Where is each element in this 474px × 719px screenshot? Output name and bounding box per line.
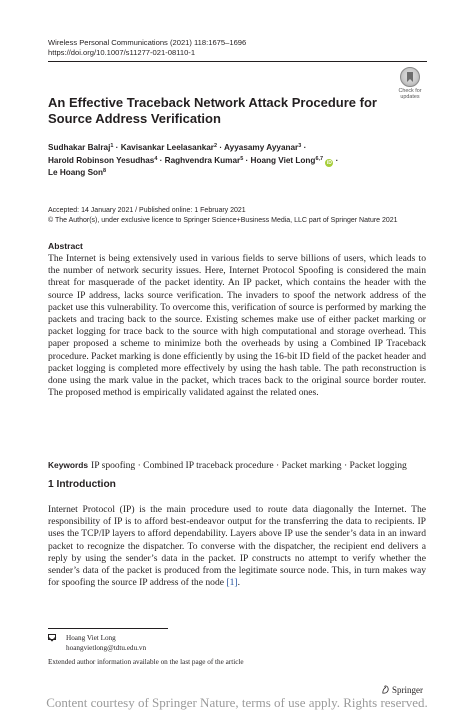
section-heading-introduction: 1 Introduction <box>48 479 116 490</box>
publication-dates <box>48 206 398 226</box>
footnote-rule <box>48 628 168 629</box>
corresponding-name: Hoang Viet Long <box>66 634 116 642</box>
introduction-text <box>48 504 426 589</box>
keywords-block <box>48 459 426 472</box>
affiliation-ref: 3 <box>298 143 302 149</box>
journal-doi[interactable]: https://doi.org/10.1007/s11277-021-08110-1 <box>48 48 196 57</box>
accepted-published-line: Accepted: 14 January 2021 / Published online: 1 February 2021 <box>48 207 246 214</box>
mail-icon <box>48 634 56 640</box>
extended-author-info: Extended author information available on the last page of the article <box>48 658 244 666</box>
keywords-label: Keywords <box>48 460 89 470</box>
badge-line-2: updates <box>400 94 420 100</box>
author-separator: · <box>113 143 121 152</box>
citation-link[interactable]: [1] <box>226 577 238 589</box>
author-separator: · <box>333 155 339 165</box>
affiliation-ref: 5 <box>240 155 244 162</box>
badge-line-1: Check for <box>398 88 422 94</box>
corresponding-author <box>48 633 146 653</box>
keywords-text: IP spoofing · Combined IP traceback procedure · Packet marking · Packet logging <box>91 460 407 471</box>
abstract-heading: Abstract <box>48 241 83 251</box>
author-list <box>48 142 408 180</box>
author-name[interactable]: Harold Robinson Yesudhas <box>48 155 155 165</box>
corresponding-email[interactable]: hoangvietlong@tdtu.edu.vn <box>66 644 147 652</box>
article-title: An Effective Traceback Network Attack Procedure for Source Address Verification <box>48 95 377 126</box>
author-name[interactable]: Kavisankar Leelasankar <box>120 143 214 152</box>
publisher-logo <box>381 685 423 695</box>
header-rule <box>48 61 427 62</box>
affiliation-ref: 8 <box>103 168 107 174</box>
author-name[interactable]: Sudhakar Balraj <box>48 143 111 152</box>
affiliation-ref: 4 <box>154 155 158 162</box>
springer-horse-icon <box>381 685 390 694</box>
bookmark-arrow-icon <box>405 71 415 83</box>
author-name[interactable]: Le Hoang Son <box>48 168 104 177</box>
courtesy-watermark: Content courtesy of Springer Nature, terms of use apply. Rights reserved. <box>46 695 428 710</box>
author-separator: · <box>217 143 225 152</box>
author-name[interactable]: Ayyasamy Ayyanar <box>224 143 299 152</box>
affiliation-ref: 6,7 <box>315 155 324 162</box>
author-separator: · <box>157 155 165 165</box>
publisher-name: Springer <box>392 685 423 695</box>
copyright-line: © The Author(s), under exclusive licence to Springer Science+Business Media, LLC part of Springer Nature 2021 <box>48 217 398 224</box>
author-separator: · <box>301 143 307 152</box>
affiliation-ref: 1 <box>110 143 114 149</box>
author-name[interactable]: Hoang Viet Long <box>250 155 316 165</box>
abstract-text: The Internet is being extensively used in various fields to serve billions of users, which leads to the number of network security issues. Here, Internet Protocol Spoofing is considered the main threat for masquerade of the packet identity. An IP packet, which contains the header with the source IP address, lacks source verification. The invaders to spoof the network address of the packet use this vulnerability. To overcome this, verification of source is performed by marking the packets and tracing back to the source. Existing schemes make use of either packet marking or packet logging for trace back to the source with high computational and storage overhead. This paper proposed a scheme to minimize both the overheads by using a Combined IP Traceback procedure. Packet marking is done efficiently by using the 16-bit ID field of the packet header and packet logging is completed more effectively by using the hash table. The path reconstruction is done using the mark value in the packet, which traces back to the original source border router. The proposed method is empirically validated against the related ones. <box>48 253 426 399</box>
journal-citation: Wireless Personal Communications (2021) 118:1675–1696 <box>48 38 247 47</box>
check-for-updates-badge[interactable] <box>393 67 427 101</box>
sentence-end: . <box>237 577 241 589</box>
introduction-paragraph: Internet Protocol (IP) is the main procedure used to route data diagonally the Internet. The responsibility of IP is to afford best-endeavor output for the transferring the data to recipients. IP uses the TCP/IP layers to afford dependability. Layers above IP use the sender’s data in an inward packet to recognize the dispatcher. To converse with the dispatcher, the recipient end delivers a reply by using the sender’s data in the packet. IP constructs no attempt to verify whether the sender’s data of the packet is produced from the legitimate source node. This, in turn makes way for spoofing the source IP address of the node <box>48 504 426 589</box>
author-separator: · <box>243 155 251 165</box>
orcid-icon[interactable]: iD <box>326 159 332 166</box>
affiliation-ref: 2 <box>214 143 218 149</box>
journal-header <box>48 38 246 58</box>
author-name[interactable]: Raghvendra Kumar <box>164 155 241 165</box>
